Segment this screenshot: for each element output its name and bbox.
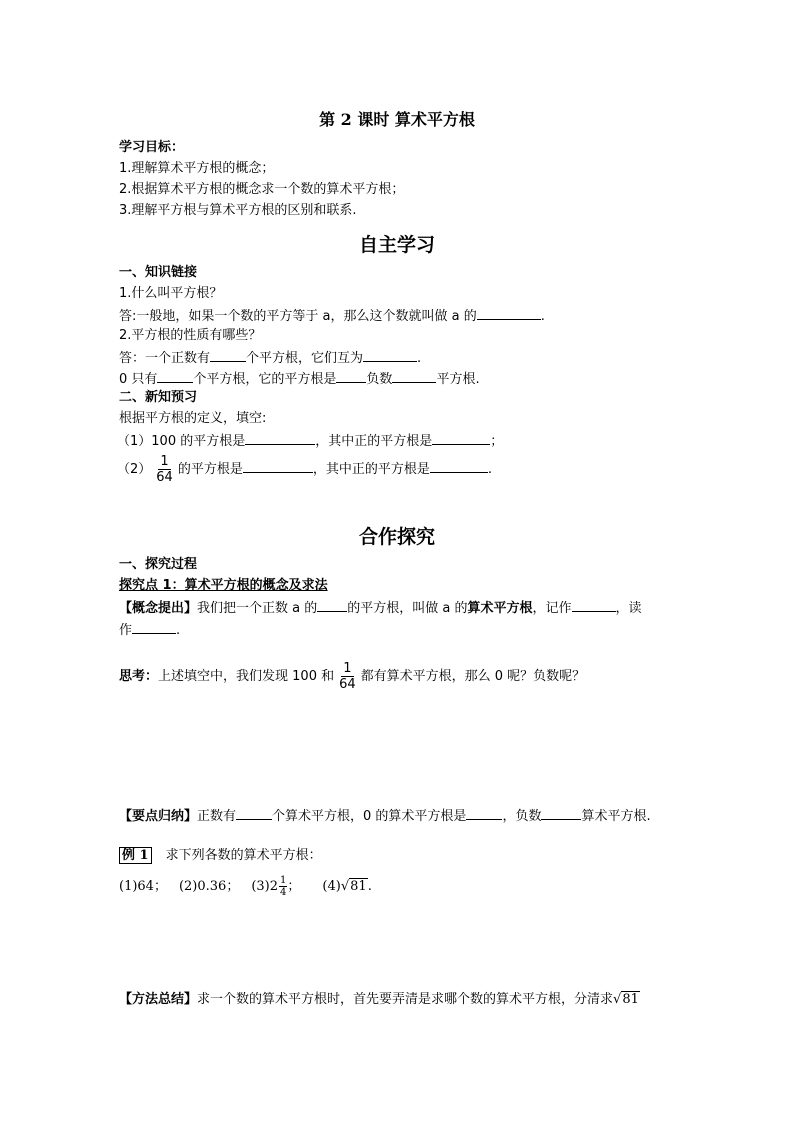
- answer-2: [119, 348, 421, 368]
- key-points-line: [119, 806, 651, 826]
- fill-blank[interactable]: [236, 806, 272, 820]
- fill-text: 的平方根是: [177, 462, 243, 477]
- method-summary-line: [119, 991, 640, 1009]
- concept-tag: 【概念提出】: [119, 601, 198, 616]
- radical-sign: √: [340, 879, 350, 894]
- concept-text: .: [176, 623, 181, 638]
- goal-item: 3.理解平方根与算术平方根的区别和联系.: [119, 203, 357, 218]
- lesson-title: 第 2 课时 算术平方根: [319, 110, 475, 129]
- think-text: 上述填空中，我们发现 100 和: [158, 669, 335, 684]
- fill-text: ，其中正的平方根是: [312, 462, 430, 477]
- concept-line-2: [119, 620, 180, 640]
- fill-blank[interactable]: [432, 431, 490, 445]
- section-heading-self-study: 自主学习: [358, 234, 435, 256]
- radicand: 81: [622, 992, 639, 1007]
- zero-text: 个平方根，它的平方根是: [193, 372, 337, 387]
- fraction-numerator: 1: [280, 875, 287, 886]
- fill-blank[interactable]: [336, 369, 366, 383]
- fill-blank[interactable]: [541, 806, 581, 820]
- fraction-numerator: 1: [343, 661, 352, 676]
- fill-blank[interactable]: [363, 348, 417, 362]
- answer-2-end: .: [417, 351, 422, 366]
- concept-text: ，记作: [532, 601, 572, 616]
- key-text: 正数有: [197, 809, 237, 824]
- fill-blank[interactable]: [430, 459, 488, 473]
- example-item: (4): [322, 879, 341, 894]
- example-item: (1)64；: [119, 879, 167, 894]
- concept-text: 我们把一个正数 a 的: [197, 601, 318, 616]
- concept-text: 作: [119, 623, 133, 638]
- fill-blank[interactable]: [157, 369, 193, 383]
- concept-text: ，读: [615, 601, 642, 616]
- think-text: 都有算术平方根，那么 0 呢？负数呢？: [360, 669, 586, 684]
- radical-sign: √: [613, 992, 622, 1007]
- answer-2-text: 答：一个正数有: [119, 351, 211, 366]
- key-text: 算术平方根.: [581, 809, 651, 824]
- fill-blank[interactable]: [245, 431, 315, 445]
- fraction-numerator: 1: [160, 454, 169, 469]
- fill-text: .: [487, 462, 492, 477]
- key-points-tag: 【要点归纳】: [119, 809, 198, 824]
- key-text: ，负数: [502, 809, 542, 824]
- goal-item: 2.根据算术平方根的概念求一个数的算术平方根；: [119, 182, 405, 197]
- fraction: [154, 454, 175, 485]
- fill-text: （1）100 的平方根是: [117, 434, 246, 449]
- example-item: (3)2: [251, 879, 279, 894]
- goals-heading: 学习目标：: [119, 140, 185, 155]
- think-tag: 思考：: [119, 669, 159, 684]
- section-heading-coop: 合作探究: [358, 526, 435, 548]
- zero-text: 负数: [366, 372, 393, 387]
- square-root: [341, 874, 368, 900]
- fill-intro: 根据平方根的定义，填空:: [119, 411, 267, 426]
- fill-item-2: [117, 454, 492, 486]
- fill-text: ，其中正的平方根是: [315, 434, 433, 449]
- concept-term: 算术平方根: [467, 601, 533, 616]
- example-item: .: [367, 879, 372, 894]
- zero-property: [119, 369, 480, 389]
- goal-item: 1.理解算术平方根的概念；: [119, 161, 275, 176]
- example-text: 求下列各数的算术平方根：: [165, 848, 322, 863]
- zero-text: 0 只有: [119, 372, 158, 387]
- think-line: [119, 661, 585, 693]
- answer-2-text: 个平方根，它们互为: [246, 351, 364, 366]
- example-item: (2)0.36；: [178, 879, 240, 894]
- explore-process-title: 一、探究过程: [119, 557, 198, 572]
- answer-1: [119, 306, 545, 326]
- example-item: ；: [287, 879, 301, 894]
- fill-blank[interactable]: [317, 598, 347, 612]
- zero-text: 平方根.: [436, 372, 480, 387]
- knowledge-link-title: 一、知识链接: [119, 265, 198, 280]
- explore-point-1: 探究点 1：算术平方根的概念及求法: [119, 578, 328, 593]
- fraction-denominator: 64: [339, 677, 356, 692]
- fill-text: （2）: [117, 462, 152, 477]
- answer-1-end: .: [540, 309, 545, 324]
- fill-blank[interactable]: [243, 459, 313, 473]
- example-items: [119, 874, 372, 900]
- answer-1-text: 答:一般地，如果一个数的平方等于 a，那么这个数就叫做 a 的: [119, 309, 477, 324]
- question-2: 2.平方根的性质有哪些？: [119, 328, 262, 343]
- method-summary-tag: 【方法总结】: [119, 992, 198, 1007]
- method-text: 求一个数的算术平方根时，首先要弄清是求哪个数的算术平方根，分清求: [197, 992, 614, 1007]
- concept-line-1: [119, 598, 642, 618]
- fill-item-1: [117, 431, 503, 451]
- example-label: 例 1: [119, 847, 152, 864]
- fill-blank[interactable]: [210, 348, 246, 362]
- fill-blank[interactable]: [572, 598, 616, 612]
- square-root: [613, 991, 640, 1009]
- key-text: 个算术平方根，0 的算术平方根是: [272, 809, 467, 824]
- fill-blank[interactable]: [392, 369, 436, 383]
- fill-blank[interactable]: [477, 306, 541, 320]
- fraction-denominator: 4: [280, 887, 287, 898]
- example-1: [119, 847, 322, 865]
- radicand: 81: [350, 879, 367, 894]
- preview-title: 二、新知预习: [119, 390, 198, 405]
- question-1: 1.什么叫平方根？: [119, 286, 223, 301]
- fraction-denominator: 64: [156, 470, 173, 485]
- concept-text: 的平方根，叫做 a 的: [347, 601, 468, 616]
- fill-blank[interactable]: [466, 806, 502, 820]
- fill-blank[interactable]: [132, 620, 176, 634]
- fraction: [337, 661, 358, 692]
- fill-text: ；: [490, 434, 504, 449]
